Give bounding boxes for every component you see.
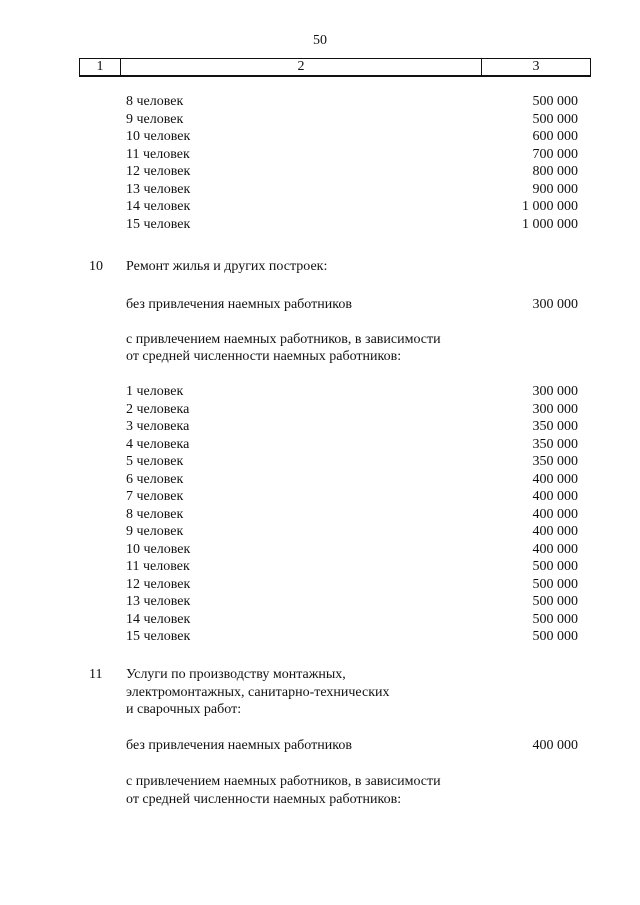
row-label: 9 человек bbox=[126, 111, 184, 127]
header-col-1: 1 bbox=[80, 59, 121, 75]
with-hired-text-2: от средней численности наемных работников: bbox=[126, 791, 402, 807]
row-value: 900 000 bbox=[532, 181, 578, 197]
list-item bbox=[0, 111, 640, 129]
list-item bbox=[0, 558, 640, 576]
row-label: 12 человек bbox=[126, 576, 191, 592]
with-hired-line bbox=[0, 791, 640, 809]
row-value: 300 000 bbox=[532, 401, 578, 417]
row-value: 350 000 bbox=[532, 419, 578, 434]
row-label: 15 человек bbox=[126, 629, 191, 644]
section-title-line-2: электромонтажных, санитарно-технических bbox=[126, 684, 390, 700]
row-value: 500 000 bbox=[532, 576, 578, 592]
row-label: 14 человек bbox=[126, 611, 191, 627]
row-value: 1 000 000 bbox=[522, 199, 578, 214]
section-11-title-row bbox=[0, 666, 640, 684]
with-hired-text-1: с привлечением наемных работников, в зависимости bbox=[126, 331, 441, 347]
row-value: 800 000 bbox=[532, 164, 578, 179]
section-10-list bbox=[0, 383, 640, 646]
row-label: 12 человек bbox=[126, 164, 191, 179]
list-item bbox=[0, 436, 640, 454]
list-item bbox=[0, 488, 640, 506]
continuation-list bbox=[0, 93, 640, 233]
row-label: 5 человек bbox=[126, 454, 184, 469]
row-label: 9 человек bbox=[126, 524, 184, 539]
row-label: 14 человек bbox=[126, 199, 191, 214]
section-title-line-3: и сварочных работ: bbox=[126, 702, 242, 717]
row-value: 700 000 bbox=[532, 146, 578, 162]
list-item bbox=[0, 146, 640, 164]
list-item bbox=[0, 216, 640, 234]
row-label: без привлечения наемных работников bbox=[126, 296, 352, 312]
section-title: Ремонт жилья и других построек: bbox=[126, 258, 328, 274]
row-label: 4 человека bbox=[126, 436, 190, 452]
row-value: 350 000 bbox=[532, 436, 578, 452]
row-label: 13 человек bbox=[126, 181, 191, 197]
list-item bbox=[0, 506, 640, 524]
row-value: 500 000 bbox=[532, 94, 578, 109]
row-label: 1 человек bbox=[126, 384, 184, 399]
list-item bbox=[0, 163, 640, 181]
list-item bbox=[0, 471, 640, 489]
row-value: 400 000 bbox=[532, 471, 578, 487]
list-item bbox=[0, 593, 640, 611]
row-label: 10 человек bbox=[126, 541, 191, 557]
list-item bbox=[0, 128, 640, 146]
list-item bbox=[0, 576, 640, 594]
row-label: 3 человека bbox=[126, 419, 190, 434]
table-header bbox=[79, 58, 591, 77]
row-value: 400 000 bbox=[532, 506, 578, 522]
with-hired-line bbox=[0, 773, 640, 791]
section-title-line-1: Услуги по производству монтажных, bbox=[126, 667, 346, 682]
list-item bbox=[0, 453, 640, 471]
row-value: 400 000 bbox=[532, 524, 578, 539]
row-value: 1 000 000 bbox=[522, 216, 578, 232]
row-value: 300 000 bbox=[532, 296, 578, 312]
row-value: 500 000 bbox=[532, 594, 578, 609]
without-hired-row bbox=[0, 737, 640, 755]
list-item bbox=[0, 383, 640, 401]
row-value: 600 000 bbox=[532, 129, 578, 144]
row-label: 2 человека bbox=[126, 401, 190, 417]
list-item bbox=[0, 401, 640, 419]
list-item bbox=[0, 418, 640, 436]
row-label: без привлечения наемных работников bbox=[126, 738, 352, 753]
row-label: 13 человек bbox=[126, 594, 191, 609]
section-10-title-row bbox=[0, 258, 640, 276]
list-item bbox=[0, 628, 640, 646]
header-col-3: 3 bbox=[532, 59, 540, 74]
row-label: 6 человек bbox=[126, 471, 184, 487]
header-col-2: 2 bbox=[121, 59, 482, 75]
with-hired-line bbox=[0, 331, 640, 349]
list-item bbox=[0, 93, 640, 111]
row-value: 400 000 bbox=[532, 541, 578, 557]
with-hired-line bbox=[0, 348, 640, 366]
list-item bbox=[0, 523, 640, 541]
row-value: 500 000 bbox=[532, 111, 578, 127]
list-item bbox=[0, 541, 640, 559]
row-value: 350 000 bbox=[532, 454, 578, 469]
row-label: 8 человек bbox=[126, 506, 184, 522]
list-item bbox=[0, 181, 640, 199]
with-hired-text-1: с привлечением наемных работников, в зависимости bbox=[126, 774, 441, 789]
without-hired-row bbox=[0, 296, 640, 314]
section-11-title-row bbox=[0, 684, 640, 702]
row-value: 500 000 bbox=[532, 611, 578, 627]
row-value: 300 000 bbox=[532, 384, 578, 399]
list-item bbox=[0, 198, 640, 216]
row-value: 500 000 bbox=[532, 559, 578, 574]
page-number: 50 bbox=[313, 33, 327, 48]
row-value: 500 000 bbox=[532, 629, 578, 644]
section-number: 10 bbox=[89, 258, 103, 274]
row-label: 15 человек bbox=[126, 216, 191, 232]
section-number: 11 bbox=[89, 667, 103, 682]
with-hired-text-2: от средней численности наемных работников: bbox=[126, 349, 402, 364]
row-label: 10 человек bbox=[126, 129, 191, 144]
row-value: 400 000 bbox=[532, 738, 578, 753]
document-content bbox=[0, 93, 640, 808]
section-11-title-row bbox=[0, 701, 640, 719]
row-label: 8 человек bbox=[126, 94, 184, 109]
row-value: 400 000 bbox=[532, 489, 578, 504]
row-label: 11 человек bbox=[126, 559, 190, 574]
row-label: 7 человек bbox=[126, 489, 184, 504]
row-label: 11 человек bbox=[126, 146, 190, 162]
list-item bbox=[0, 611, 640, 629]
